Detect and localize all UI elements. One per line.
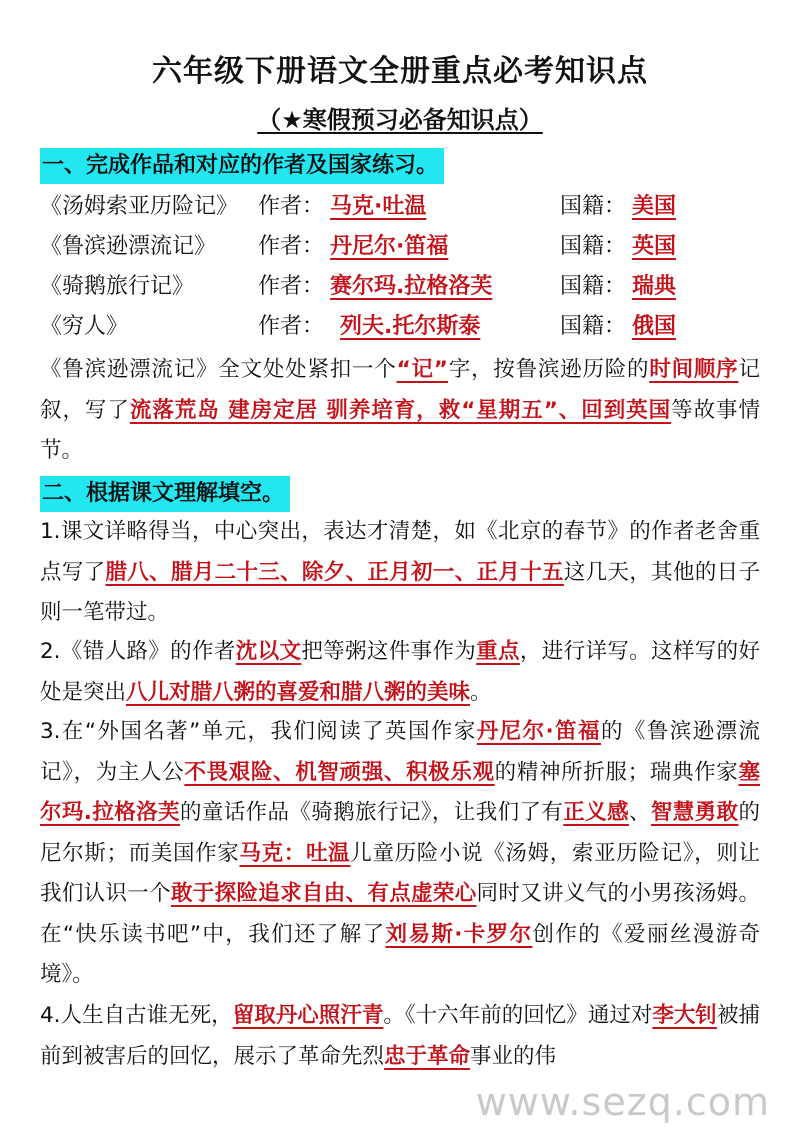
text: 记叙，写了 xyxy=(40,357,760,423)
text: 创作的《爱丽丝漫游奇境》。 xyxy=(40,921,760,987)
author-label: 作者： xyxy=(258,194,325,219)
paragraph-robinson xyxy=(40,350,760,472)
nation-answer: 瑞典 xyxy=(632,274,677,299)
text: 2.《错人路》的作者 xyxy=(40,639,236,664)
question-2 xyxy=(40,632,760,713)
answer: 沈以文 xyxy=(235,639,302,664)
answer: 八儿对腊八粥的喜爱和腊八粥的美味 xyxy=(126,679,471,705)
text: 事业的伟 xyxy=(470,1043,557,1069)
text: 把等粥这件事作为 xyxy=(301,639,477,664)
nation-answer: 英国 xyxy=(632,234,677,259)
answer: 不畏艰险、机智顽强、积极乐观 xyxy=(184,759,495,785)
text: 儿童历险小说《汤姆，索亚历险记》，则让我们认识一个 xyxy=(40,840,760,906)
nation-label: 国籍： xyxy=(560,274,627,299)
answer: 重点 xyxy=(476,639,520,664)
text: 同时又讲义气的小男孩汤姆。在“快乐读书吧”中，我们还了解了 xyxy=(40,881,760,947)
work-row xyxy=(40,270,760,304)
nation-label: 国籍： xyxy=(560,194,627,219)
answer: 敢于探险追求自由、有点虚荣心 xyxy=(170,881,477,906)
text: 被捕前到被害后的回忆，展示了革命先烈 xyxy=(40,1003,760,1069)
work-row xyxy=(40,190,760,224)
text: 等故事情节。 xyxy=(40,397,760,463)
question-3 xyxy=(40,712,760,996)
text: 。《十六年前的回忆》通过对 xyxy=(383,1003,653,1028)
nation-label: 国籍： xyxy=(560,234,627,259)
answer: 李大钊 xyxy=(652,1003,717,1028)
watermark: www.sezq.com xyxy=(475,1080,770,1124)
author-label: 作者： xyxy=(258,274,325,299)
text: ，进行详写。这样写的好处是突出 xyxy=(40,639,760,705)
text: 、 xyxy=(628,800,651,825)
subtitle-text: （★寒假预习必备知识点） xyxy=(257,106,543,134)
answer: 腊八、腊月二十三、除夕、正月初一、正月十五 xyxy=(105,559,564,585)
answer: 忠于革命 xyxy=(384,1043,471,1069)
text: 3.在“外国名著”单元，我们阅读了英国作家 xyxy=(40,719,477,744)
nation-answer: 美国 xyxy=(632,194,677,219)
text: 字，按鲁滨逊历险的 xyxy=(447,357,650,382)
author-answer: 列夫.托尔斯泰 xyxy=(340,314,481,339)
answer: 马克：吐温 xyxy=(239,840,351,866)
page-title: 六年级下册语文全册重点必考知识点 xyxy=(152,54,648,89)
section-heading-2: 二、根据课文理解填空。 xyxy=(40,476,290,512)
work-row xyxy=(40,310,760,344)
answer: 正义感 xyxy=(563,800,629,825)
text: 4.人生自古谁无死， xyxy=(40,1003,233,1028)
answer: 智慧勇敢 xyxy=(650,800,739,825)
author-label: 作者： xyxy=(258,314,325,339)
answer: 丹尼尔·笛福 xyxy=(476,719,601,744)
text: 的尼尔斯；而美国作家 xyxy=(40,800,760,866)
book-title: 《鲁滨逊漂流记》 xyxy=(40,234,217,259)
work-row xyxy=(40,230,760,264)
nation-label: 国籍： xyxy=(560,314,627,339)
book-title: 《穷人》 xyxy=(40,314,129,339)
text: 1.课文详略得当，中心突出，表达才清楚，如《北京的春节》的作者老舍重点写了 xyxy=(40,519,760,585)
answer: 刘易斯·卡罗尔 xyxy=(385,921,533,947)
author-answer: 赛尔玛.拉格洛芙 xyxy=(330,274,493,299)
text: 。 xyxy=(470,679,492,705)
nation-answer: 俄国 xyxy=(632,314,677,339)
section-heading-1: 一、完成作品和对应的作者及国家练习。 xyxy=(40,148,444,184)
question-4 xyxy=(40,996,760,1077)
answer: 时间顺序 xyxy=(649,357,739,382)
author-answer: 马克·吐温 xyxy=(330,194,427,219)
author-answer: 丹尼尔·笛福 xyxy=(330,234,449,259)
text: 《鲁滨逊漂流记》全文处处紧扣一个 xyxy=(40,357,397,382)
text: 的《鲁滨逊漂流记》，为主人公 xyxy=(40,719,760,785)
author-label: 作者： xyxy=(258,234,325,259)
text: 的精神所折服；瑞典作家 xyxy=(494,759,739,785)
answer: 留取丹心照汗青 xyxy=(232,1003,384,1028)
answer: 塞尔玛.拉格洛芙 xyxy=(40,759,760,825)
question-1 xyxy=(40,512,760,634)
book-title: 《汤姆索亚历险记》 xyxy=(40,194,239,219)
answer: “记” xyxy=(396,357,448,382)
page-subtitle xyxy=(0,100,800,135)
answer: 流落荒岛 建房定居 驯养培育，救“星期五”、回到英国 xyxy=(129,397,672,423)
text: 的童话作品《骑鹅旅行记》，让我们了有 xyxy=(179,800,564,825)
book-title: 《骑鹅旅行记》 xyxy=(40,274,195,299)
text: 这几天，其他的日子则一笔带过。 xyxy=(40,559,760,625)
